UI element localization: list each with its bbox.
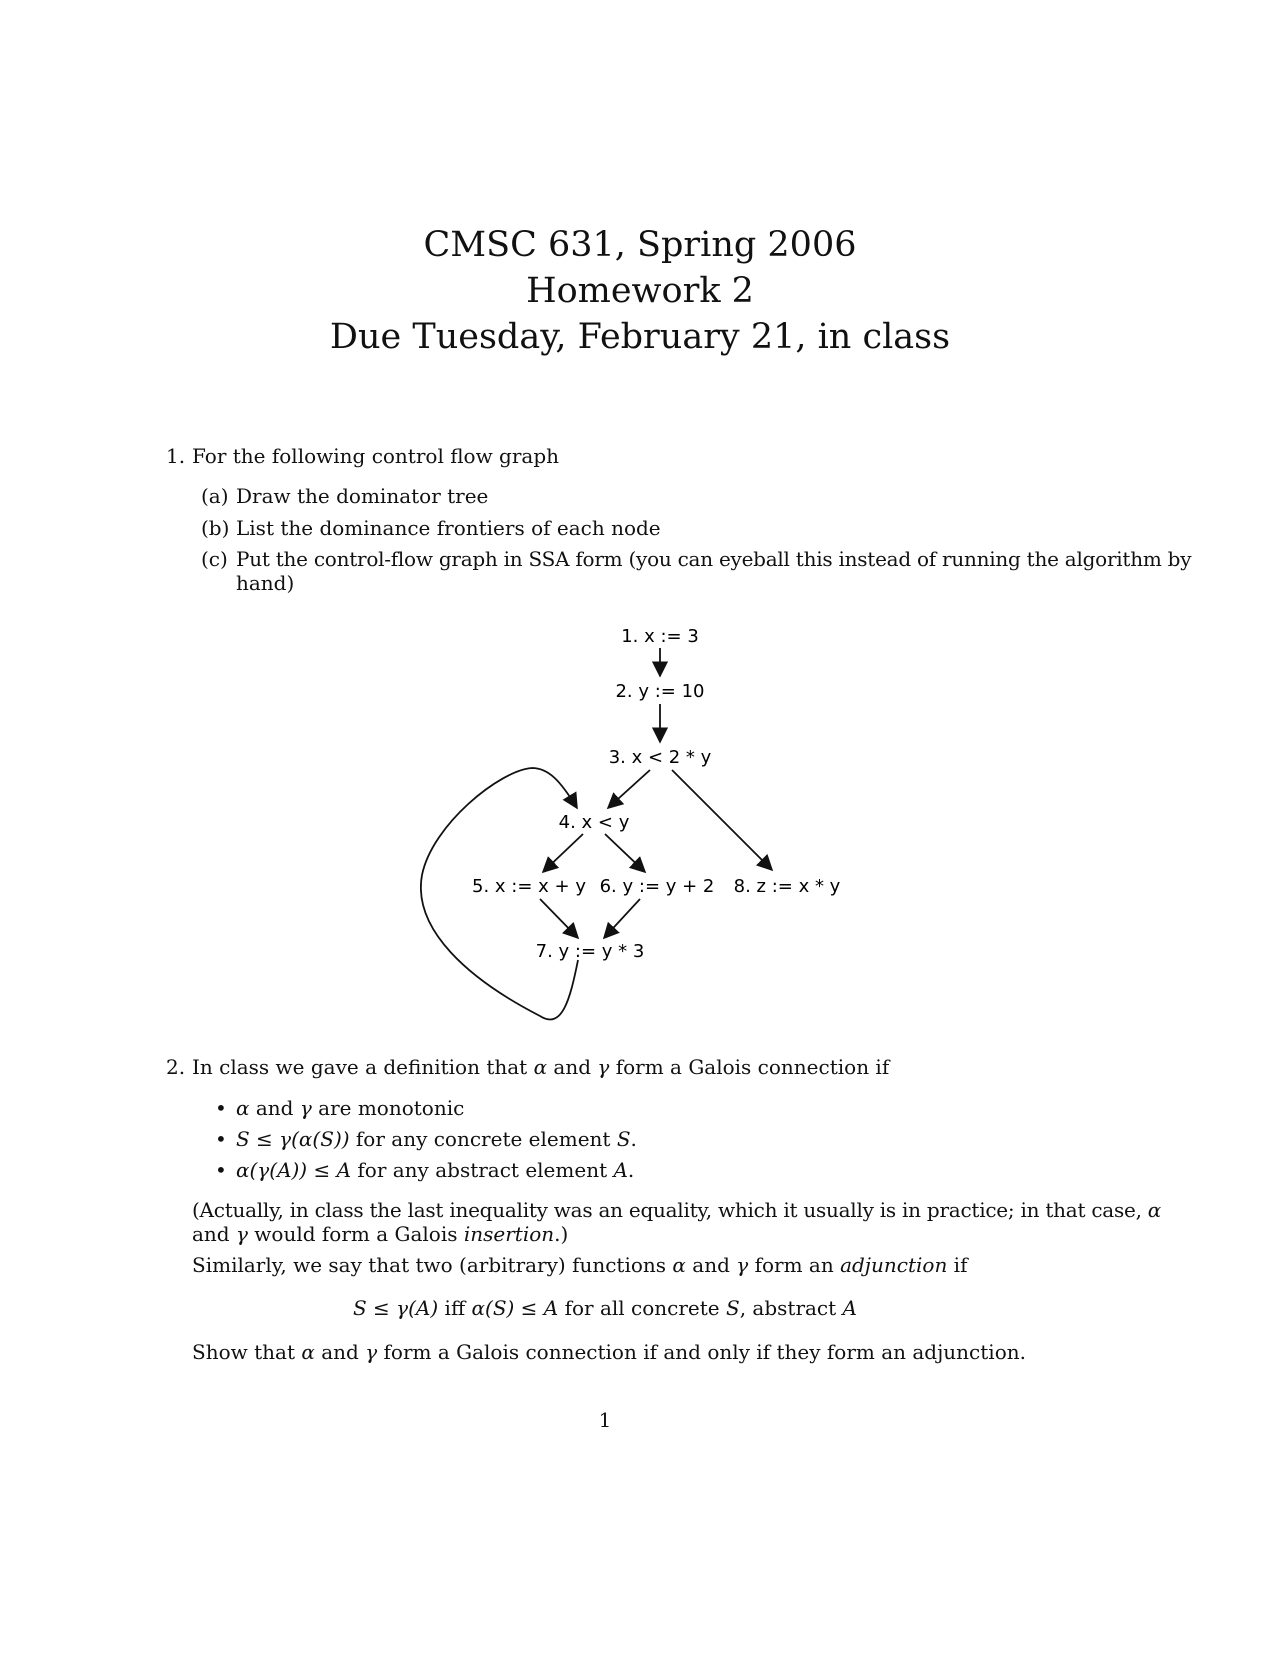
problem-2-intro-b: form a Galois connection if (609, 1055, 890, 1079)
note-line-2-a: would form a Galois (247, 1222, 464, 1246)
adjunction-definition (0, 1296, 1210, 1321)
problem-1-intro: For the following control flow graph (192, 444, 560, 468)
title-block (0, 222, 1280, 360)
part-c-text-line1: Put the control-flow graph in SSA form (you can eyeball this instead of running the algorithm by (236, 547, 1192, 571)
bullet-2-math-1: S ≤ γ(α(S)) (236, 1127, 350, 1151)
similarly-c: if (947, 1253, 968, 1277)
part-b-label: (b) (201, 516, 230, 540)
problem-1-number: 1. (166, 444, 186, 468)
similarly-b: form an (748, 1253, 841, 1277)
note-alpha: α (1147, 1198, 1162, 1222)
course-title: CMSC 631, Spring 2006 (423, 225, 857, 265)
bullet-dot-3: • (215, 1158, 227, 1182)
control-flow-graph (420, 600, 900, 1030)
display-iff: iff (438, 1296, 472, 1320)
cfg-edge-6-7 (604, 899, 640, 938)
bullet-3-math-2: A (613, 1158, 628, 1182)
similarly-alpha: α (672, 1253, 686, 1277)
bullet-dot-2: • (215, 1127, 227, 1151)
part-c-text-line2: hand) (236, 571, 295, 595)
show-alpha: α (301, 1340, 315, 1364)
cfg-node-6: 6. y := y + 2 (599, 876, 715, 897)
bullet-dot-1: • (215, 1096, 227, 1120)
display-text: for all concrete (558, 1296, 726, 1320)
cfg-edge-4-6 (605, 834, 645, 872)
similarly-and: and (685, 1253, 737, 1277)
cfg-edge-3-4 (608, 770, 650, 808)
part-a-text: Draw the dominator tree (236, 484, 489, 508)
note-line-1 (192, 1198, 1162, 1223)
show-line (192, 1340, 1026, 1365)
show-and: and (314, 1340, 366, 1364)
cfg-edge-5-7 (540, 899, 578, 938)
bullet-item-1 (236, 1096, 464, 1121)
cfg-node-4: 4. x < y (558, 812, 630, 833)
display-A: A (842, 1296, 857, 1320)
note-insertion: insertion (463, 1222, 555, 1246)
page-number: 1 (598, 1408, 612, 1432)
display-math-2: α(S) ≤ A (471, 1296, 559, 1320)
note-and-1: and (192, 1222, 236, 1246)
cfg-edge-3-8 (672, 770, 772, 870)
note-line-2 (192, 1222, 568, 1247)
alpha-symbol: α (533, 1055, 548, 1079)
bullet-2-text-2: . (630, 1127, 637, 1151)
cfg-node-7: 7. y := y * 3 (535, 941, 645, 962)
bullet-1-math-1: α (236, 1096, 250, 1120)
show-b: form a Galois connection if and only if they form an adjunction. (377, 1340, 1026, 1364)
bullet-1-text-1: and (249, 1096, 300, 1120)
bullet-1-math-2: γ (299, 1096, 312, 1120)
gamma-symbol: γ (597, 1055, 610, 1079)
assignment-title: Homework 2 (526, 271, 754, 311)
problem-2-intro-a: In class we gave a definition that (192, 1055, 534, 1079)
part-a-label: (a) (201, 484, 229, 508)
display-comma: , abstract (739, 1296, 843, 1320)
cfg-node-1: 1. x := 3 (621, 626, 699, 647)
due-date: Due Tuesday, February 21, in class (329, 317, 951, 357)
bullet-item-3 (236, 1158, 634, 1183)
problem-2-intro (192, 1055, 889, 1080)
similarly-gamma: γ (736, 1253, 749, 1277)
part-c-label: (c) (201, 547, 228, 571)
similarly-a: Similarly, we say that two (arbitrary) functions (192, 1253, 673, 1277)
similarly-line (192, 1253, 967, 1278)
display-S: S (726, 1296, 740, 1320)
problem-2-number: 2. (166, 1055, 186, 1079)
note-line-2-b: .) (554, 1222, 569, 1246)
note-gamma: γ (235, 1222, 248, 1246)
bullet-item-2 (236, 1127, 637, 1152)
bullet-3-math-1: α(γ(A)) ≤ A (236, 1158, 352, 1182)
bullet-3-text-1: for any abstract element (351, 1158, 614, 1182)
display-math-1: S ≤ γ(A) (353, 1296, 439, 1320)
show-a: Show that (192, 1340, 302, 1364)
bullet-3-text-2: . (627, 1158, 635, 1182)
adjunction-term: adjunction (840, 1253, 948, 1277)
bullet-2-text-1: for any concrete element (349, 1127, 617, 1151)
bullet-2-math-2: S (616, 1127, 631, 1151)
part-b-text: List the dominance frontiers of each node (236, 516, 661, 540)
note-line-1-text: (Actually, in class the last inequality was an equality, which it usually is in practice; in that case, (192, 1198, 1148, 1222)
cfg-edge-4-5 (543, 834, 583, 872)
cfg-node-8: 8. z := x * y (733, 876, 841, 897)
show-gamma: γ (365, 1340, 378, 1364)
cfg-node-5: 5. x := x + y (472, 876, 586, 897)
cfg-node-3: 3. x < 2 * y (608, 747, 712, 768)
and-text: and (547, 1055, 598, 1079)
bullet-1-text-2: are monotonic (311, 1096, 465, 1120)
cfg-node-2: 2. y := 10 (615, 681, 705, 702)
